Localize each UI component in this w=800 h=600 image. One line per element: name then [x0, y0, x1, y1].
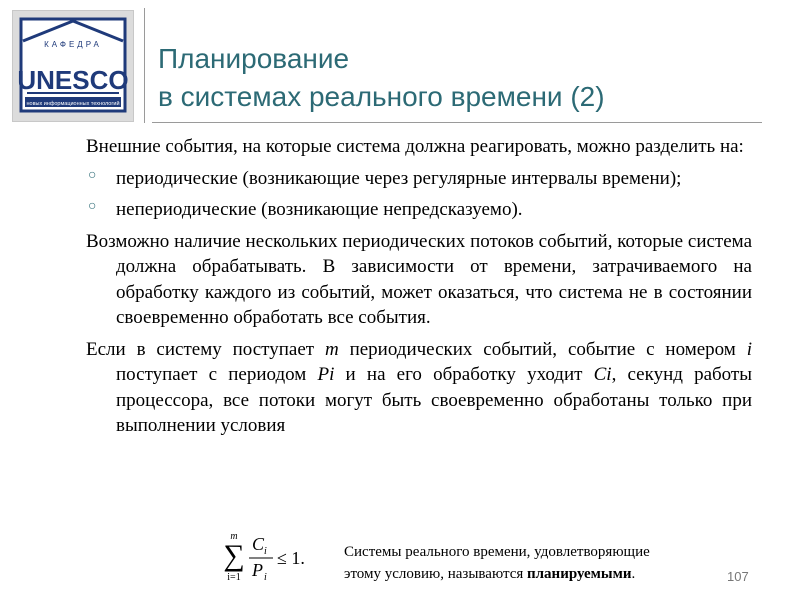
condition-text-d: и на его обработку уходит — [334, 364, 594, 385]
note-text-a: этому условию, называются — [344, 566, 527, 582]
title-line-2: в системах реального времени (2) — [158, 81, 605, 112]
condition-text-a: Если в систему поступает — [86, 338, 325, 360]
bullet-aperiodic-text: непериодические (возникающие непредсказуемо). — [116, 199, 523, 220]
var-i: i — [746, 338, 752, 360]
note-line-2 — [344, 563, 650, 585]
relation-le-one: ≤ 1. — [277, 548, 305, 568]
logo-top-text: КАФЕДРА — [44, 40, 102, 49]
header-horizontal-divider — [152, 122, 762, 123]
note-line-1: Системы реального времени, удовлетворяющие — [344, 544, 650, 560]
paragraph-condition — [86, 337, 752, 439]
logo-sub-text: новых информационных технологий — [26, 101, 120, 107]
condition-text-e: , секунд работы процессора, все потоки могут быть своевременно обработаны только при выполнении условия — [116, 364, 752, 436]
var-m: m — [324, 338, 339, 360]
logo-main-text: UNESCO — [17, 65, 129, 95]
unesco-chair-logo — [12, 10, 134, 122]
paragraph-intro: Внешние события, на которые система должна реагировать, можно разделить на: — [86, 136, 744, 157]
denominator-sub: i — [264, 572, 267, 583]
var-ci: Ci — [593, 364, 612, 385]
circle-bullet-icon: ○ — [88, 167, 97, 183]
numerator-sub: i — [264, 546, 267, 557]
bullet-periodic — [86, 166, 752, 192]
note-text-c: . — [631, 566, 636, 582]
paragraph-streams: Возможно наличие нескольких периодических потоков событий, которые система должна обрабатывать. В зависимости от времени, затрачиваемого на обработку каждого из событий, может оказаться, что система не в состоянии своевременно обработать все события. — [86, 230, 752, 328]
header-vertical-divider — [144, 8, 145, 123]
title-line-1: Планирование — [158, 43, 350, 74]
condition-text-b: периодических событий, событие с номером — [338, 338, 747, 360]
var-pi: Pi — [317, 364, 335, 385]
schedulability-formula — [220, 528, 330, 588]
condition-text-c: поступает с периодом — [116, 364, 318, 385]
bullet-periodic-text: периодические (возникающие через регулярные интервалы времени); — [116, 167, 682, 189]
slide-body — [86, 134, 752, 445]
note-term: планируемыми — [527, 566, 632, 582]
sum-sign: ∑ — [223, 539, 245, 572]
bullet-aperiodic — [86, 197, 752, 223]
numerator-c: C — [252, 534, 265, 554]
sum-upper-limit: m — [230, 531, 238, 542]
page-number: 107 — [727, 569, 749, 584]
definition-note — [344, 541, 650, 585]
logo-graphic — [13, 11, 135, 123]
slide-title — [158, 40, 605, 116]
sum-lower-limit: i=1 — [227, 572, 241, 583]
denominator-p: P — [252, 560, 263, 580]
circle-bullet-icon: ○ — [88, 199, 97, 214]
